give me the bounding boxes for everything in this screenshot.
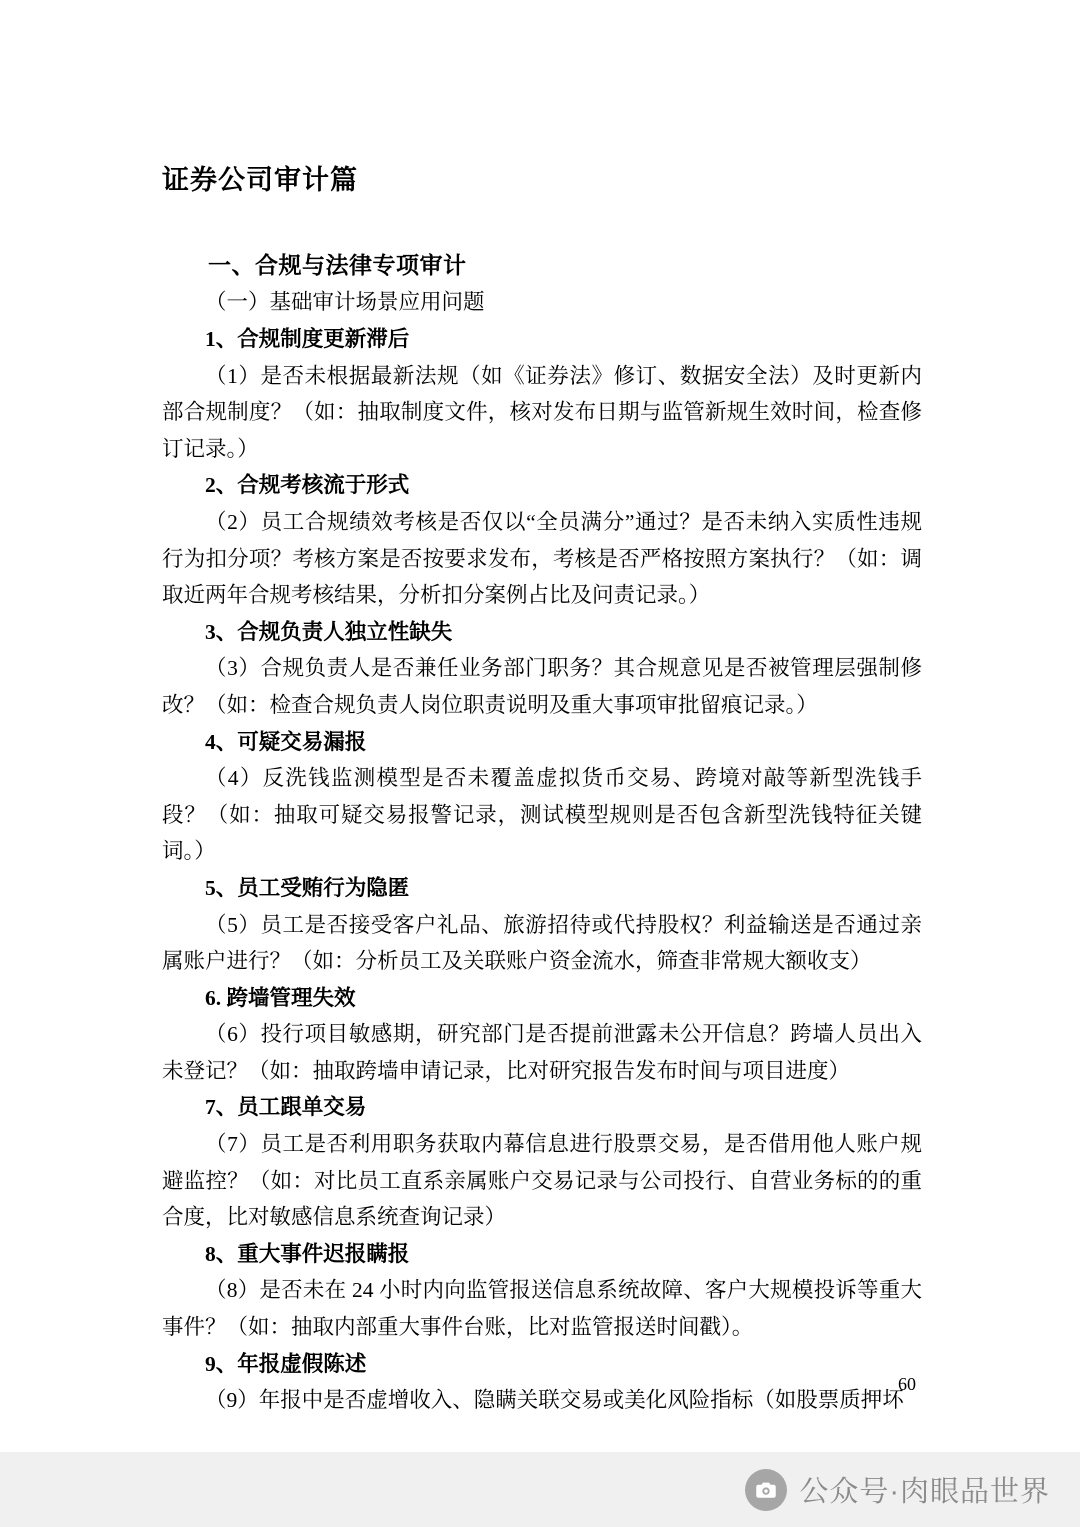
item-body: （1）是否未根据最新法规（如《证券法》修订、数据安全法）及时更新内部合规制度？（如：抽取制度文件，核对发布日期与监管新规生效时间，检查修订记录。） [162, 363, 922, 461]
document-title: 证券公司审计篇 [162, 165, 358, 195]
audit-item [162, 870, 922, 980]
item-body: （4）反洗钱监测模型是否未覆盖虚拟货币交易、跨境对敲等新型洗钱手段？（如：抽取可疑交易报警记录，测试模型规则是否包含新型洗钱特征关键词。） [162, 766, 922, 864]
audit-item [162, 1236, 922, 1346]
item-heading: 6. 跨墙管理失效 [205, 985, 356, 1010]
item-body: （5）员工是否接受客户礼品、旅游招待或代持股权？利益输送是否通过亲属账户进行？（如：分析员工及关联账户资金流水，筛查非常规大额收支） [162, 912, 922, 974]
watermark-text: 公众号·肉眼品世界 [799, 1476, 1050, 1508]
camera-icon [745, 1469, 787, 1511]
item-heading: 3、合规负责人独立性缺失 [205, 619, 453, 644]
item-body: （8）是否未在 24 小时内向监管报送信息系统故障、客户大规模投诉等重大事件？（如：抽取内部重大事件台账，比对监管报送时间戳）。 [162, 1278, 922, 1340]
audit-item [162, 614, 922, 724]
page-number: 60 [898, 1374, 916, 1394]
item-heading: 7、员工跟单交易 [205, 1095, 367, 1120]
document-page [162, 158, 922, 1419]
item-heading: 4、可疑交易漏报 [205, 729, 367, 754]
audit-item [162, 724, 922, 870]
item-heading: 8、重大事件迟报瞒报 [205, 1241, 410, 1266]
item-body: （6）投行项目敏感期，研究部门是否提前泄露未公开信息？跨墙人员出入未登记？（如：抽取跨墙申请记录，比对研究报告发布时间与项目进度） [162, 1022, 922, 1083]
item-body: （2）员工合规绩效考核是否仅以“全员满分”通过？是否未纳入实质性违规行为扣分项？考核方案是否按要求发布，考核是否严格按照方案执行？（如：调取近两年合规考核结果，分析扣分案例占比及问责记录。） [162, 509, 922, 608]
audit-item [162, 1346, 922, 1419]
item-body: （7）员工是否利用职务获取内幕信息进行股票交易，是否借用他人账户规避监控？（如：对比员工直系亲属账户交易记录与公司投行、自营业务标的的重合度，比对敏感信息系统查询记录） [162, 1132, 922, 1230]
subsection-heading: （一）基础审计场景应用问题 [205, 290, 485, 314]
item-heading: 1、合规制度更新滞后 [205, 327, 410, 351]
item-body: （3）合规负责人是否兼任业务部门职务？其合规意见是否被管理层强制修改？（如：检查合规负责人岗位职责说明及重大事项审批留痕记录。） [162, 656, 922, 717]
audit-item [162, 1089, 922, 1235]
footer-watermark [0, 1452, 1080, 1527]
audit-item [162, 467, 922, 613]
item-heading: 5、员工受贿行为隐匿 [205, 875, 410, 900]
item-heading: 2、合规考核流于形式 [205, 473, 410, 498]
item-body: （9）年报中是否虚增收入、隐瞒关联交易或美化风险指标（如股票质押坏 [205, 1388, 904, 1413]
item-heading: 9、年报虚假陈述 [205, 1351, 367, 1376]
section-heading: 一、合规与法律专项审计 [208, 252, 467, 278]
audit-item [162, 321, 922, 467]
audit-item [162, 980, 922, 1090]
